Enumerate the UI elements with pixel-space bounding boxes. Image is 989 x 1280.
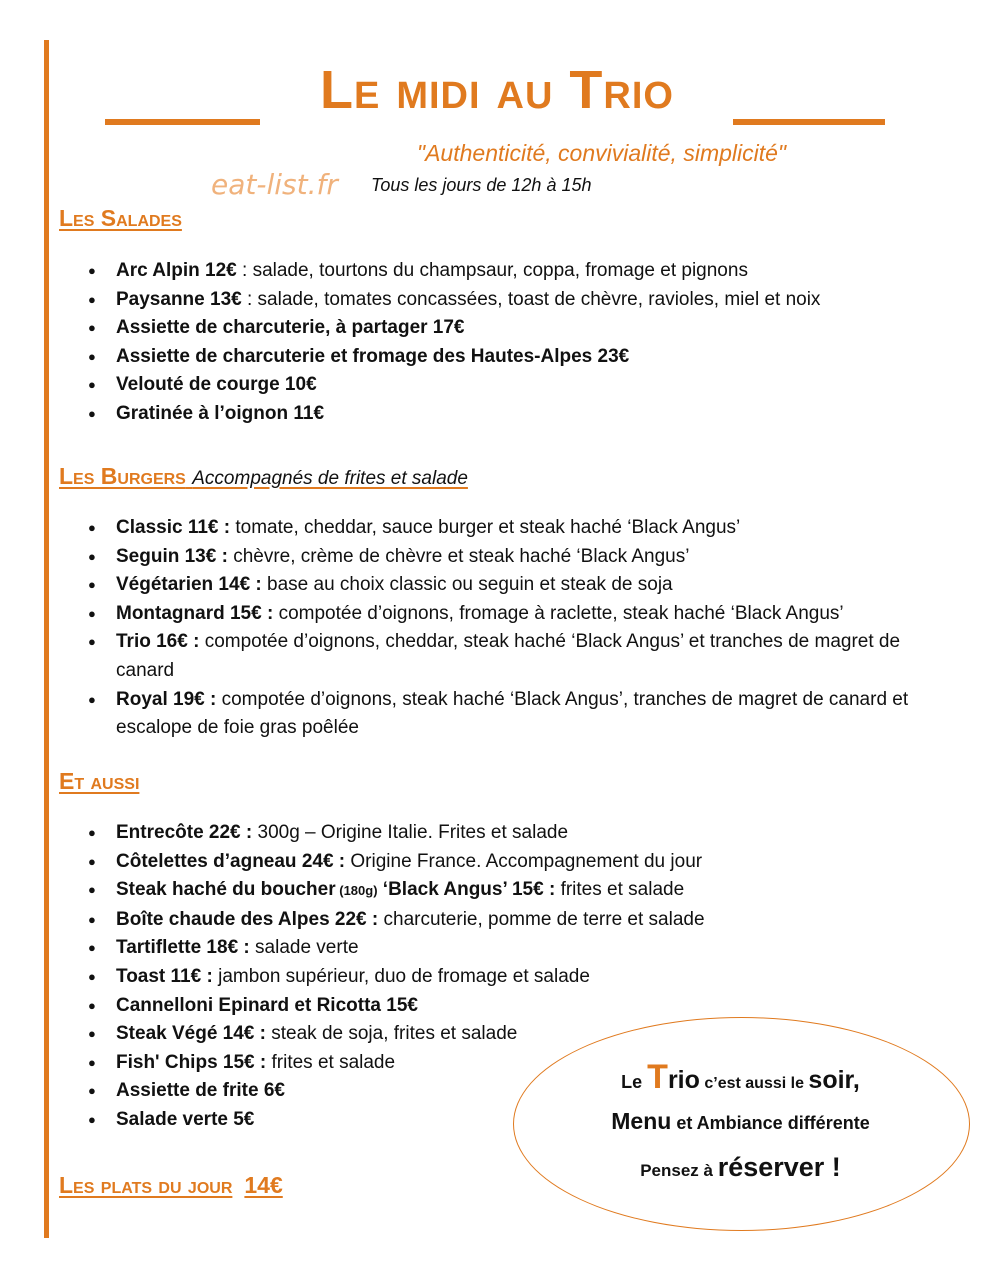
menu-item-description: chèvre, crème de chèvre et steak haché ‘Black Angus’ [227,545,690,567]
menu-item [88,286,938,315]
tagline [0,140,989,167]
promo-trio-initial: T [647,1058,668,1096]
section-title-plats-du-jour [59,1172,283,1199]
menu-item [88,514,938,543]
menu-item-name: Seguin 13€ : [116,545,228,567]
burgers-list [88,514,938,743]
menu-item-name: Cannelloni Epinard et Ricotta 15€ [116,994,418,1016]
menu-item [88,343,938,372]
menu-item [88,686,938,743]
section-subtitle-burgers: Accompagnés de frites et salade [192,468,468,489]
menu-item [88,848,938,877]
menu-item [88,876,938,906]
promo-soir: soir, [808,1066,860,1094]
menu-item [88,963,938,992]
menu-item-description: Origine France. Accompagnement du jour [345,850,703,872]
promo-text: Le [621,1072,648,1092]
menu-item [88,628,938,685]
menu-item-name: Assiette de frite 6€ [116,1080,285,1102]
menu-item-description: 300g – Origine Italie. Frites et salade [252,822,569,843]
section-title-salades: Les Salades [59,205,182,231]
promo-trio-rest: rio [667,1066,700,1094]
menu-item-name: Végétarien 14€ : [116,574,262,596]
promo-line-2 [513,1108,968,1135]
menu-item-name: Arc Alpin 12€ [116,260,237,281]
menu-item-name: Salade verte 5€ [116,1108,255,1130]
menu-item [88,992,938,1021]
menu-item-name: Trio 16€ : [116,631,200,653]
menu-item-name: Montagnard 15€ : [116,602,274,624]
title-underline-left [105,119,260,125]
menu-item-name: Steak Végé 14€ : [116,1023,266,1045]
menu-item [88,371,938,400]
menu-item-name: Assiette de charcuterie, à partager 17€ [116,317,465,339]
section-title-et-aussi: Et aussi [59,768,140,794]
menu-item-description: tomate, cheddar, sauce burger et steak haché ‘Black Angus’ [230,517,741,538]
menu-item-description: : salade, tomates concassées, toast de chèvre, ravioles, miel et noix [241,288,821,310]
promo-reserver: réserver ! [717,1152,841,1182]
menu-item-description: frites et salade [555,879,685,901]
menu-item [88,314,938,343]
menu-item-name: Paysanne 13€ [116,288,242,310]
menu-item-description: base au choix classic ou seguin et steak de soja [261,574,673,596]
menu-item-name: Velouté de courge 10€ [116,374,317,396]
plats-du-jour-label: Les plats du jour [59,1172,233,1198]
menu-item-name: Royal 19€ : [116,688,217,710]
section-title-burgers-label: Les Burgers [59,463,186,489]
watermark-text: eat-list.fr [211,168,338,201]
title-row [100,55,890,135]
left-accent-rule [44,40,49,1238]
menu-item-description: compotée d’oignons, cheddar, steak haché ‘Black Angus’ et tranches de magret de canard [116,631,901,681]
menu-item-name: Toast 11€ : [116,965,213,987]
menu-item [88,571,938,600]
menu-item-name: Boîte chaude des Alpes 22€ : [116,908,379,930]
menu-item [88,257,938,286]
tagline-text: "Authenticité, convivialité, simplicité" [416,140,787,166]
menu-item-description: compotée d’oignons, steak haché ‘Black Angus’, tranches de magret de canard et escalope de foie gras poêlée [116,688,909,739]
promo-line-3 [513,1152,968,1183]
menu-item-name-cont: ‘Black Angus’ 15€ : [377,879,556,901]
menu-item [88,819,938,848]
menu-item [88,600,938,629]
menu-item-name: Fish' Chips 15€ : [116,1051,267,1073]
menu-item [88,400,938,429]
menu-item-name: Classic 11€ : [116,517,231,538]
menu-item-description: frites et salade [266,1051,396,1073]
section-title-burgers [59,463,468,490]
menu-item-name: Gratinée à l’oignon 11€ [116,402,325,424]
menu-item-description: salade verte [249,937,359,959]
promo-menu: Menu [611,1108,672,1134]
promo-line-1 [513,1058,968,1097]
menu-item-name: Steak haché du boucher [116,879,336,901]
menu-item-description: compotée d’oignons, fromage à raclette, steak haché ‘Black Angus’ [273,602,844,624]
menu-item-name: Côtelettes d’agneau 24€ : [116,850,346,872]
menu-item-description: jambon supérieur, duo de fromage et salade [212,965,590,987]
menu-item-name: Entrecôte 22€ : [116,822,253,843]
promo-text: Pensez à [640,1161,718,1180]
menu-item-name: Assiette de charcuterie et fromage des Hautes-Alpes 23€ [116,345,630,367]
opening-hours: Tous les jours de 12h à 15h [371,175,592,195]
title-underline-right [733,119,885,125]
salades-list [88,257,938,429]
promo-text: et Ambiance différente [671,1113,870,1133]
menu-item-weight: (180g) [335,883,378,899]
menu-item-name: Tartiflette 18€ : [116,937,250,959]
promo-text: c’est aussi le [699,1075,809,1092]
menu-item-description: : salade, tourtons du champsaur, coppa, fromage et pignons [236,260,748,281]
menu-item-description: charcuterie, pomme de terre et salade [378,908,705,930]
page-title: Le midi au Trio [320,60,674,120]
menu-item [88,934,938,963]
menu-item-description: steak de soja, frites et salade [265,1023,518,1045]
menu-item [88,543,938,572]
plats-du-jour-price: 14€ [244,1172,283,1198]
menu-item [88,906,938,935]
